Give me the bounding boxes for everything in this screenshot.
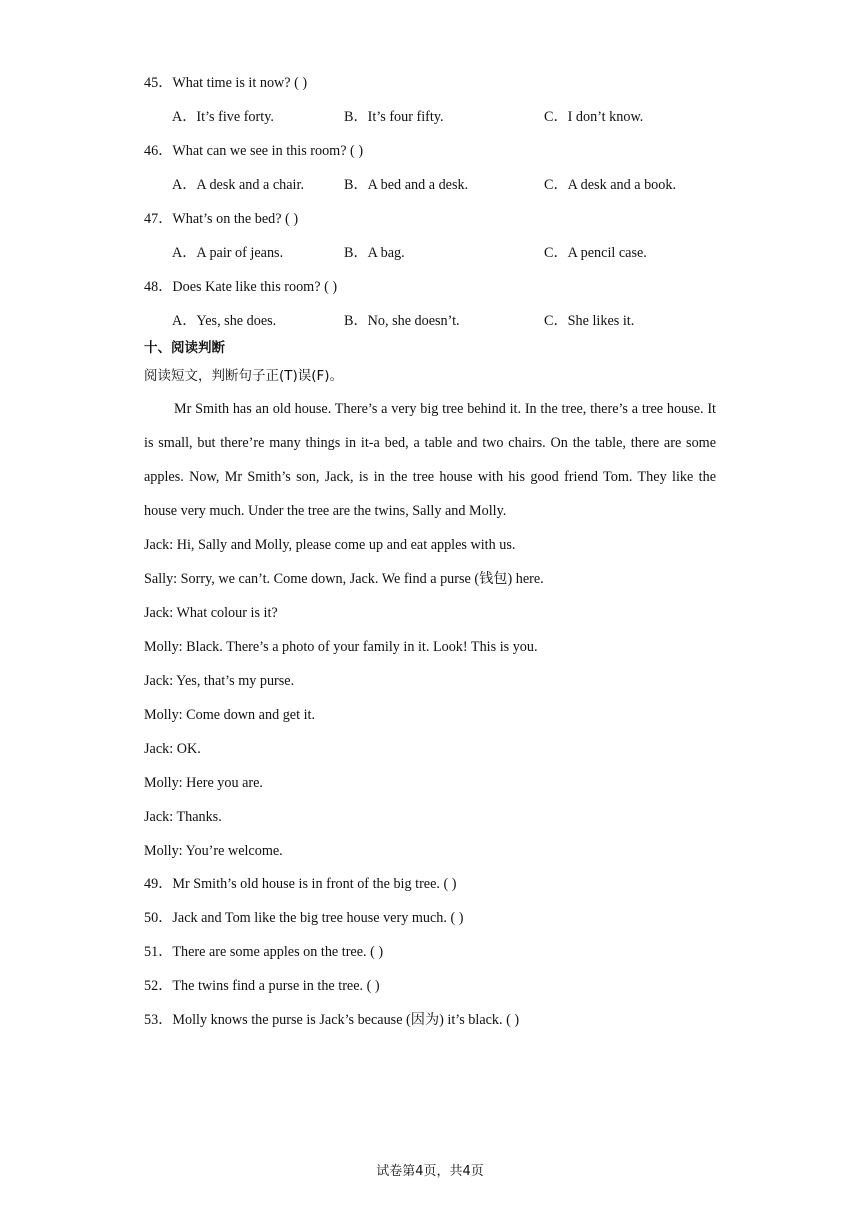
dialogue-line: Jack: Thanks.: [144, 809, 222, 825]
dialogue-line: Jack: OK.: [144, 741, 201, 757]
page-footer: 试卷第4页，共4页: [376, 1164, 484, 1179]
dialogue-line: Sally: Sorry, we can’t. Come down, Jack. We find a purse (钱包) here.: [144, 571, 544, 587]
option-46-a: A．A desk and a chair.: [172, 177, 304, 193]
section-heading: 十、阅读判断: [144, 340, 225, 356]
reading-passage: Mr Smith has an old house. There’s a very big tree behind it. In the tree, there’s a tree house. It is small, but there’re many things in it-a bed, a table and two chairs. On the table, there are some apples. Now, Mr Smith’s son, Jack, is in the tree house with his good friend Tom. They like the house very much. Under the tree are the twins, Sally and Molly.: [144, 401, 716, 519]
question-45: 45．What time is it now? ( ): [144, 75, 308, 91]
question-46: 46．What can we see in this room? ( ): [144, 143, 364, 159]
question-52: 52．The twins find a purse in the tree. ( ): [144, 978, 380, 994]
option-45-b: B．It’s four fifty.: [344, 109, 444, 125]
dialogue-line: Molly: You’re welcome.: [144, 843, 283, 859]
question-48: 48．Does Kate like this room? ( ): [144, 279, 338, 295]
dialogue-line: Jack: Yes, that’s my purse.: [144, 673, 295, 689]
dialogue-line: Molly: Come down and get it.: [144, 707, 316, 723]
dialogue-line: Jack: What colour is it?: [144, 605, 278, 621]
option-48-a: A．Yes, she does.: [172, 313, 277, 329]
option-45-a: A．It’s five forty.: [172, 109, 274, 125]
question-47: 47．What’s on the bed? ( ): [144, 211, 299, 227]
dialogue-line: Molly: Black. There’s a photo of your family in it. Look! This is you.: [144, 639, 538, 655]
option-48-b: B．No, she doesn’t.: [344, 313, 460, 329]
option-47-b: B．A bag.: [344, 245, 405, 261]
dialogue-line: Molly: Here you are.: [144, 775, 263, 791]
question-51: 51．There are some apples on the tree. ( ): [144, 944, 384, 960]
option-45-c: C．I don’t know.: [544, 109, 644, 125]
option-48-c: C．She likes it.: [544, 313, 635, 329]
option-47-a: A．A pair of jeans.: [172, 245, 284, 261]
option-47-c: C．A pencil case.: [544, 245, 647, 261]
section-instruction: 阅读短文，判断句子正(T)误(F)。: [144, 368, 344, 384]
question-50: 50．Jack and Tom like the big tree house very much. ( ): [144, 910, 464, 926]
question-53: 53．Molly knows the purse is Jack’s because (因为) it’s black. ( ): [144, 1012, 520, 1028]
dialogue-line: Jack: Hi, Sally and Molly, please come up and eat apples with us.: [144, 537, 516, 553]
question-49: 49．Mr Smith’s old house is in front of the big tree. ( ): [144, 876, 457, 892]
option-46-b: B．A bed and a desk.: [344, 177, 469, 193]
option-46-c: C．A desk and a book.: [544, 177, 677, 193]
